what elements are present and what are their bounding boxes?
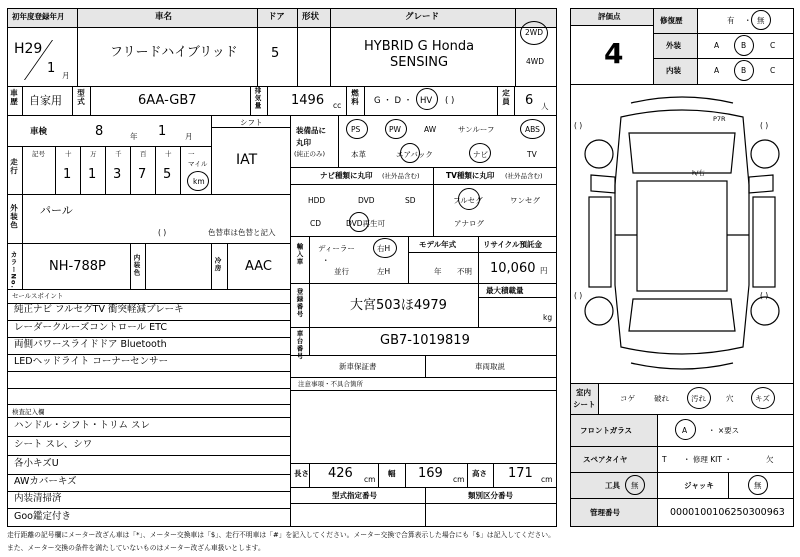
first-reg-month: 1	[47, 61, 56, 76]
navi-type-sub: (社外品含む)	[382, 172, 420, 180]
type-designation-label: 型式指定番号	[332, 491, 377, 500]
width-value: 169	[418, 466, 443, 481]
model-year-label: モデル年式	[419, 240, 457, 249]
notes-label: 注意事項・不具合箇所	[298, 380, 363, 388]
equip-airbag: エアバック	[396, 150, 433, 159]
fuel-paren: ( )	[445, 96, 455, 106]
recycle-label: リサイクル預託金	[483, 240, 542, 249]
tools-label: 工具	[605, 481, 620, 490]
import-label: 輸入車	[295, 243, 304, 266]
management-value: 0000100106250300963	[670, 507, 785, 518]
repair-yes: 有	[727, 16, 735, 25]
unit-3: 百	[140, 150, 147, 158]
spare-tire-label: スペアタイヤ	[583, 455, 628, 464]
windshield-label: フロントガラス	[580, 426, 633, 435]
width-label: 幅	[388, 469, 396, 478]
navi-sd: SD	[405, 196, 416, 205]
footer-line-1: 走行距離の記号欄にメーター改ざん車は「*」、メーター交換車は「$」、走行不明車は「#」を記入してください。メーター交換で合算表示した場合にも「$」は記入してください。	[7, 531, 555, 539]
equip-sunroof: サンルーフ	[458, 125, 495, 134]
color-note: 色替車は色替と記入	[208, 228, 276, 237]
import-dealer: ディーラー	[318, 244, 355, 253]
mileage-kigou: 記号	[32, 150, 45, 158]
tv-oneseg: ワンセグ	[510, 196, 540, 205]
car-name: フリードハイブリッド	[110, 45, 238, 60]
chassis-value: GB7-1019819	[380, 333, 470, 348]
repair-no: 無	[757, 16, 765, 25]
color-value: パール	[40, 204, 73, 217]
first-reg-era: H29	[14, 41, 43, 57]
diagram-paren-left-2: ( )	[574, 291, 583, 300]
color-label: 外装色	[9, 204, 19, 230]
score-label: 評価点	[598, 12, 621, 21]
jack-value: 無	[754, 481, 762, 490]
sales-point-3: 両側パワースライドドア Bluetooth	[14, 339, 167, 350]
import-right: 右H	[377, 244, 391, 253]
interior-label: 内装	[666, 66, 681, 75]
equip-navi: ナビ	[473, 150, 488, 159]
inspection-item-4: AWカバーキズ	[14, 476, 77, 487]
shaken-year: 8	[95, 124, 104, 139]
inspection-item-5: 内装清掃済	[14, 493, 62, 504]
navi-type-title: ナビ種類に丸印	[320, 171, 373, 180]
capacity-value: 6	[525, 93, 534, 108]
windshield-opt: ・ ×要ス	[708, 426, 740, 435]
diagram-paren-right-2: ( )	[760, 291, 769, 300]
grade-label: グレード	[405, 12, 440, 22]
grade-line1: HYBRID G Honda	[364, 39, 475, 54]
sales-points-label: セールスポイント	[12, 292, 64, 300]
inspection-item-1: ハンドル・シフト・トリム スレ	[14, 420, 151, 431]
seat-option-scratch: キズ	[755, 394, 770, 403]
score-value: 4	[604, 37, 624, 70]
digit-2: 3	[113, 167, 122, 182]
new-car-warranty: 新車保証書	[339, 362, 377, 371]
seat-option-tear: 破れ	[654, 394, 669, 403]
tv-analog: アナログ	[454, 219, 484, 228]
digit-1: 1	[88, 167, 97, 182]
management-label: 管理番号	[590, 508, 620, 517]
diagram-pt-label: P7R	[713, 115, 726, 123]
exterior-label: 外装	[666, 41, 681, 50]
drive-2wd: 2WD	[525, 28, 543, 37]
displacement-label: 排気量	[253, 87, 262, 110]
repair-label: 修復歴	[660, 16, 683, 25]
seat-label-1: 室内	[576, 388, 591, 397]
fuel-options: G ・ D ・	[374, 96, 413, 106]
car-name-label: 車名	[155, 12, 173, 22]
seat-label-2: シート	[573, 400, 596, 409]
import-dot: ・	[322, 256, 330, 265]
displacement-value: 1496	[291, 93, 325, 108]
capacity-unit: 人	[541, 102, 549, 111]
tv-type-sub: (社外品含む)	[505, 172, 543, 180]
equip-abs: ABS	[525, 125, 540, 134]
doors-value: 5	[271, 46, 280, 61]
equip-pw: PW	[389, 125, 401, 134]
spare-tire-t: T	[662, 455, 667, 464]
fuel-label: 燃料	[350, 89, 360, 106]
ac-value: AAC	[245, 259, 272, 274]
first-reg-label: 初年度登録年月	[12, 12, 65, 21]
km-label: km	[193, 177, 205, 186]
interior-grade-b: B	[741, 66, 747, 75]
shift-value: IAT	[236, 152, 258, 168]
unit-0: 十	[65, 150, 72, 158]
max-load-label: 最大積載量	[486, 286, 524, 295]
digit-3: 7	[138, 167, 147, 182]
height-label: 高さ	[472, 469, 487, 478]
digit-0: 1	[63, 167, 72, 182]
diagram-ht-label: h/右	[692, 169, 705, 177]
mile-label: マイル	[188, 160, 208, 168]
grade-line2: SENSING	[390, 55, 449, 70]
sales-point-2: レーダークルーズコントロール ETC	[14, 322, 167, 333]
exterior-grade-a: A	[714, 41, 720, 50]
model-label: 型式	[76, 89, 86, 106]
chassis-label: 車台番号	[295, 330, 304, 360]
inspection-item-3: 各小キズU	[14, 458, 59, 469]
tv-fullseg: フルセグ	[453, 196, 483, 205]
door-label: ドア	[268, 12, 285, 22]
equip-tv: TV	[527, 150, 537, 159]
usage-value: 自家用	[29, 94, 62, 107]
interior-grade-a: A	[714, 66, 720, 75]
navi-cd: CD	[310, 219, 322, 228]
interior-grade-c: C	[770, 66, 776, 75]
length-value: 426	[328, 466, 353, 481]
capacity-label: 定員	[501, 89, 511, 106]
ac-label: 冷房	[213, 257, 222, 272]
unit-4: 十	[165, 150, 172, 158]
sales-point-1: 純正ナビ フルセグTV 衝突軽減ブレーキ	[14, 304, 184, 315]
color-note-paren: ( )	[158, 228, 167, 237]
diagram-paren-right-1: ( )	[760, 121, 769, 130]
inspection-label: 検査記入欄	[12, 408, 45, 416]
drive-4wd: 4WD	[526, 57, 544, 66]
import-parallel: 並行	[334, 267, 349, 276]
equip-ps: PS	[351, 125, 361, 134]
inspection-item-2: シート スレ、シワ	[14, 439, 93, 450]
model-year-value: 不明	[457, 267, 472, 276]
seat-option-dirt: 汚れ	[691, 394, 706, 403]
recycle-unit: 円	[540, 266, 548, 275]
height-unit: cm	[541, 475, 553, 484]
recycle-value: 10,060	[490, 261, 536, 276]
windshield-a: A	[682, 426, 688, 435]
navi-hdd: HDD	[308, 196, 326, 205]
equipment-title-2: 丸印	[296, 138, 311, 147]
exterior-grade-c: C	[770, 41, 776, 50]
width-unit: cm	[453, 475, 465, 484]
equipment-title-1: 装備品に	[296, 126, 326, 135]
interior-color-label: 内装色	[132, 254, 141, 277]
class-designation-label: 類別区分番号	[468, 491, 513, 500]
shaken-month-unit: 月	[185, 132, 193, 141]
usage-label: 車歴	[9, 89, 19, 106]
equip-aw: AW	[424, 125, 437, 134]
tools-value: 無	[631, 481, 639, 490]
height-value: 171	[508, 466, 533, 481]
length-label: 長さ	[294, 469, 309, 478]
repair-dot: ・	[744, 16, 752, 25]
spare-tire-kit: ・ 修理 KIT ・	[683, 455, 732, 464]
unit-5: 一	[188, 150, 195, 158]
unit-2: 千	[115, 150, 122, 158]
inspection-item-6: Goo鑑定付き	[14, 511, 71, 522]
shift-label: シフト	[240, 118, 263, 127]
import-left: 左H	[377, 267, 391, 276]
navi-dvd: DVD	[358, 196, 375, 205]
navi-dvd-play: DVD再生可	[346, 219, 386, 228]
sales-point-4: LEDヘッドライト コーナーセンサー	[14, 356, 169, 367]
jack-label: ジャッキ	[684, 481, 714, 490]
model-value: 6AA-GB7	[138, 93, 197, 108]
shape-label: 形状	[302, 12, 320, 22]
first-reg-month-unit: 月	[62, 71, 70, 80]
fuel-hv: HV	[420, 96, 433, 106]
tv-type-title: TV種類に丸印	[446, 171, 495, 180]
mileage-label: 走行	[9, 158, 19, 175]
shaken-year-unit: 年	[130, 132, 138, 141]
shaken-label: 車検	[30, 127, 48, 137]
color-no-value: NH-788P	[49, 259, 106, 274]
unit-1: 万	[90, 150, 97, 158]
seat-option-hole: 穴	[726, 394, 734, 403]
car-manual: 車両取説	[475, 362, 505, 371]
registration-label: 登録番号	[295, 288, 304, 318]
digit-4: 5	[163, 167, 172, 182]
shaken-month: 1	[158, 124, 167, 139]
color-no-label: カラーNo.	[9, 251, 18, 289]
equip-leather: 本革	[351, 150, 366, 159]
equipment-title-3: (純正のみ)	[294, 150, 326, 158]
seat-option-burn: コゲ	[620, 394, 635, 403]
footer-line-2: また、メーター交換の条件を満たしていないものはメーター改ざん車扱いとします。	[7, 544, 265, 552]
registration-value: 大宮503ほ4979	[350, 298, 447, 313]
length-unit: cm	[364, 475, 376, 484]
exterior-grade-b: B	[741, 41, 747, 50]
max-load-unit: kg	[543, 313, 553, 322]
displacement-unit: cc	[333, 101, 342, 110]
model-year-unit: 年	[434, 267, 442, 276]
diagram-paren-left-1: ( )	[574, 121, 583, 130]
spare-tire-none: 欠	[766, 455, 774, 464]
